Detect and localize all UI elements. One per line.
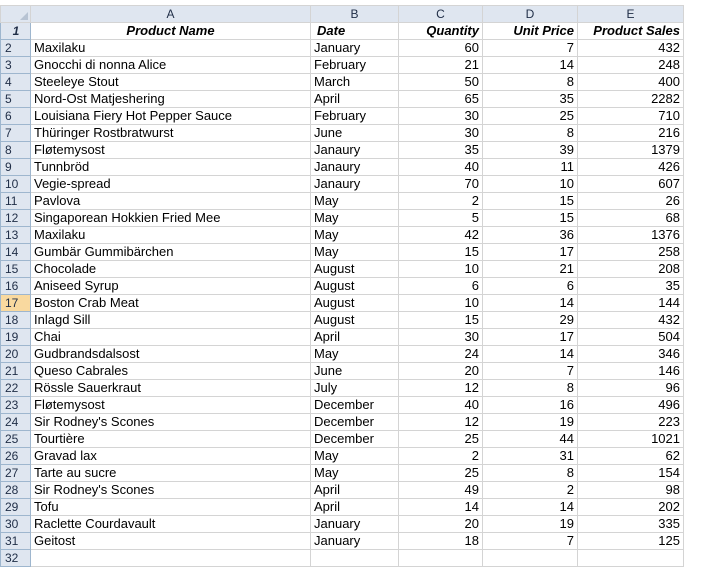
cell-date[interactable]: June [311,363,399,380]
cell-unit-price[interactable]: 17 [483,329,578,346]
row-header[interactable]: 5 [1,91,31,108]
cell-date[interactable]: December [311,414,399,431]
row-header[interactable]: 21 [1,363,31,380]
row-header[interactable]: 26 [1,448,31,465]
row-header[interactable]: 32 [1,550,31,567]
cell-product-name[interactable]: Geitost [31,533,311,550]
cell-quantity[interactable]: 10 [399,295,483,312]
cell-unit-price[interactable]: 19 [483,414,578,431]
empty-cell[interactable] [31,550,311,567]
cell-unit-price[interactable]: 25 [483,108,578,125]
table-row [1,74,684,91]
table-row [1,227,684,244]
cell-product-sales[interactable]: 248 [578,57,684,74]
cell-date[interactable]: Janaury [311,142,399,159]
cell-unit-price[interactable]: 31 [483,448,578,465]
cell-date[interactable]: March [311,74,399,91]
row-header[interactable]: 29 [1,499,31,516]
row-header[interactable]: 15 [1,261,31,278]
cell-product-sales[interactable]: 432 [578,40,684,57]
cell-product-sales[interactable]: 202 [578,499,684,516]
cell-date[interactable]: August [311,312,399,329]
cell-product-sales[interactable]: 496 [578,397,684,414]
header-product-sales[interactable]: Product Sales [578,23,684,40]
table-row [1,295,684,312]
row-header[interactable]: 30 [1,516,31,533]
cell-date[interactable]: April [311,329,399,346]
cell-product-sales[interactable]: 432 [578,312,684,329]
cell-product-sales[interactable]: 144 [578,295,684,312]
cell-date[interactable]: May [311,244,399,261]
cell-product-sales[interactable]: 335 [578,516,684,533]
cell-product-name[interactable]: Sir Rodney's Scones [31,482,311,499]
cell-unit-price[interactable]: 14 [483,499,578,516]
cell-product-sales[interactable]: 96 [578,380,684,397]
cell-product-sales[interactable]: 504 [578,329,684,346]
cell-quantity[interactable]: 5 [399,210,483,227]
row-header[interactable]: 19 [1,329,31,346]
cell-date[interactable]: May [311,193,399,210]
row-header[interactable]: 16 [1,278,31,295]
cell-unit-price[interactable]: 11 [483,159,578,176]
row-header[interactable]: 17 [1,295,31,312]
column-header-d[interactable]: D [483,6,578,23]
row-header[interactable]: 10 [1,176,31,193]
cell-unit-price[interactable]: 10 [483,176,578,193]
cell-product-sales[interactable]: 1376 [578,227,684,244]
cell-unit-price[interactable]: 8 [483,380,578,397]
cell-product-name[interactable]: Queso Cabrales [31,363,311,380]
cell-product-name[interactable]: Pavlova [31,193,311,210]
cell-product-sales[interactable]: 710 [578,108,684,125]
table-row [1,193,684,210]
cell-unit-price[interactable]: 44 [483,431,578,448]
cell-unit-price[interactable]: 2 [483,482,578,499]
table-row [1,329,684,346]
cell-date[interactable]: May [311,210,399,227]
column-header-row [1,6,684,23]
cell-product-sales[interactable]: 426 [578,159,684,176]
empty-cell[interactable] [311,550,399,567]
cell-quantity[interactable]: 49 [399,482,483,499]
cell-date[interactable]: August [311,261,399,278]
cell-product-name[interactable]: Aniseed Syrup [31,278,311,295]
table-row [1,108,684,125]
row-header[interactable]: 24 [1,414,31,431]
cell-product-sales[interactable]: 146 [578,363,684,380]
table-row [1,465,684,482]
cell-unit-price[interactable]: 8 [483,465,578,482]
cell-product-name[interactable]: Fløtemysost [31,142,311,159]
cell-product-name[interactable]: Gumbär Gummibärchen [31,244,311,261]
cell-product-name[interactable]: Gudbrandsdalsost [31,346,311,363]
header-quantity[interactable]: Quantity [399,23,483,40]
cell-date[interactable]: August [311,295,399,312]
cell-date[interactable]: May [311,465,399,482]
table-row [1,516,684,533]
cell-product-sales[interactable]: 62 [578,448,684,465]
row-header[interactable]: 14 [1,244,31,261]
cell-unit-price[interactable]: 36 [483,227,578,244]
cell-product-sales[interactable]: 400 [578,74,684,91]
row-header[interactable]: 22 [1,380,31,397]
cell-product-name[interactable]: Louisiana Fiery Hot Pepper Sauce [31,108,311,125]
table-row [1,278,684,295]
cell-product-name[interactable]: Gravad lax [31,448,311,465]
cell-product-name[interactable]: Tunnbröd [31,159,311,176]
cell-date[interactable]: April [311,482,399,499]
cell-date[interactable]: May [311,448,399,465]
table-row [1,312,684,329]
cell-unit-price[interactable]: 6 [483,278,578,295]
table-row [1,159,684,176]
cell-unit-price[interactable]: 17 [483,244,578,261]
cell-quantity[interactable]: 6 [399,278,483,295]
cell-quantity[interactable]: 20 [399,516,483,533]
cell-quantity[interactable]: 42 [399,227,483,244]
cell-quantity[interactable]: 2 [399,448,483,465]
row-header[interactable]: 20 [1,346,31,363]
cell-product-name[interactable]: Maxilaku [31,40,311,57]
table-row [1,210,684,227]
cell-date[interactable]: June [311,125,399,142]
cell-product-name[interactable]: Gnocchi di nonna Alice [31,57,311,74]
table-row [1,397,684,414]
cell-date[interactable]: December [311,397,399,414]
cell-product-name[interactable]: Inlagd Sill [31,312,311,329]
cell-product-name[interactable]: Chai [31,329,311,346]
cell-product-sales[interactable]: 607 [578,176,684,193]
cell-quantity[interactable]: 35 [399,142,483,159]
cell-product-sales[interactable]: 223 [578,414,684,431]
cell-quantity[interactable]: 25 [399,465,483,482]
cell-quantity[interactable]: 50 [399,74,483,91]
row-header[interactable]: 13 [1,227,31,244]
cell-product-name[interactable]: Sir Rodney's Scones [31,414,311,431]
row-header[interactable]: 9 [1,159,31,176]
cell-unit-price[interactable]: 21 [483,261,578,278]
cell-product-name[interactable]: Thüringer Rostbratwurst [31,125,311,142]
empty-cell[interactable] [578,550,684,567]
cell-unit-price[interactable]: 29 [483,312,578,329]
table-row [1,261,684,278]
cell-date[interactable]: January [311,516,399,533]
cell-date[interactable]: April [311,499,399,516]
cell-date[interactable]: May [311,227,399,244]
cell-quantity[interactable]: 15 [399,244,483,261]
cell-quantity[interactable]: 10 [399,261,483,278]
cell-quantity[interactable]: 12 [399,414,483,431]
cell-quantity[interactable]: 14 [399,499,483,516]
cell-product-sales[interactable]: 208 [578,261,684,278]
cell-product-sales[interactable]: 154 [578,465,684,482]
table-row [1,125,684,142]
cell-date[interactable]: December [311,431,399,448]
row-header[interactable]: 3 [1,57,31,74]
cell-quantity[interactable]: 60 [399,40,483,57]
cell-unit-price[interactable]: 19 [483,516,578,533]
cell-quantity[interactable]: 25 [399,431,483,448]
row-header[interactable]: 25 [1,431,31,448]
cell-date[interactable]: April [311,91,399,108]
row-header[interactable]: 4 [1,74,31,91]
spreadsheet-grid [0,5,684,567]
table-row [1,499,684,516]
column-header-a[interactable]: A [31,6,311,23]
cell-quantity[interactable]: 70 [399,176,483,193]
row-header[interactable]: 7 [1,125,31,142]
cell-unit-price[interactable]: 39 [483,142,578,159]
cell-product-name[interactable]: Tourtière [31,431,311,448]
cell-unit-price[interactable]: 7 [483,40,578,57]
table-row [1,414,684,431]
cell-unit-price[interactable]: 7 [483,533,578,550]
cell-product-name[interactable]: Singaporean Hokkien Fried Mee [31,210,311,227]
column-header-b[interactable]: B [311,6,399,23]
cell-unit-price[interactable]: 14 [483,57,578,74]
cell-product-sales[interactable]: 35 [578,278,684,295]
cell-product-sales[interactable]: 346 [578,346,684,363]
select-all-corner[interactable] [1,6,31,23]
row-header[interactable]: 18 [1,312,31,329]
table-row [1,482,684,499]
header-product-name[interactable]: Product Name [31,23,311,40]
cell-quantity[interactable]: 40 [399,159,483,176]
row-header[interactable]: 12 [1,210,31,227]
header-unit-price[interactable]: Unit Price [483,23,578,40]
row-header[interactable]: 2 [1,40,31,57]
cell-date[interactable]: Janaury [311,159,399,176]
cell-quantity[interactable]: 2 [399,193,483,210]
cell-product-name[interactable]: Vegie-spread [31,176,311,193]
cell-product-name[interactable]: Rössle Sauerkraut [31,380,311,397]
row-header[interactable]: 1 [1,23,31,40]
cell-quantity[interactable]: 24 [399,346,483,363]
table-row [1,533,684,550]
cell-quantity[interactable]: 30 [399,108,483,125]
cell-date[interactable]: January [311,40,399,57]
cell-quantity[interactable]: 20 [399,363,483,380]
table-row [1,176,684,193]
table-row [1,57,684,74]
table-row [1,346,684,363]
cell-product-name[interactable]: Raclette Courdavault [31,516,311,533]
cell-unit-price[interactable]: 15 [483,210,578,227]
cell-product-sales[interactable]: 2282 [578,91,684,108]
cell-date[interactable]: August [311,278,399,295]
row-header[interactable]: 23 [1,397,31,414]
row-header[interactable]: 11 [1,193,31,210]
cell-quantity[interactable]: 30 [399,329,483,346]
select-all-triangle-icon [20,12,28,20]
cell-unit-price[interactable]: 14 [483,346,578,363]
row-header[interactable]: 28 [1,482,31,499]
header-date[interactable]: Date [311,23,399,40]
cell-product-name[interactable]: Maxilaku [31,227,311,244]
cell-unit-price[interactable]: 15 [483,193,578,210]
cell-product-sales[interactable]: 1379 [578,142,684,159]
empty-cell[interactable] [399,550,483,567]
cell-unit-price[interactable]: 7 [483,363,578,380]
cell-date[interactable]: July [311,380,399,397]
cell-product-name[interactable]: Nord-Ost Matjeshering [31,91,311,108]
table-row [1,363,684,380]
row-header[interactable]: 8 [1,142,31,159]
table-row [1,40,684,57]
cell-product-name[interactable]: Fløtemysost [31,397,311,414]
cell-product-sales[interactable]: 125 [578,533,684,550]
table-row [1,431,684,448]
cell-product-sales[interactable]: 1021 [578,431,684,448]
cell-product-sales[interactable]: 26 [578,193,684,210]
cell-date[interactable]: February [311,57,399,74]
cell-date[interactable]: Janaury [311,176,399,193]
row-header[interactable]: 27 [1,465,31,482]
cell-product-name[interactable]: Chocolade [31,261,311,278]
row-header[interactable]: 6 [1,108,31,125]
cell-product-name[interactable]: Tarte au sucre [31,465,311,482]
cell-quantity[interactable]: 21 [399,57,483,74]
cell-date[interactable]: May [311,346,399,363]
cell-quantity[interactable]: 30 [399,125,483,142]
column-header-c[interactable]: C [399,6,483,23]
row-header[interactable]: 31 [1,533,31,550]
cell-quantity[interactable]: 18 [399,533,483,550]
empty-row [1,550,684,567]
cell-date[interactable]: January [311,533,399,550]
cell-unit-price[interactable]: 35 [483,91,578,108]
table-row [1,380,684,397]
empty-cell[interactable] [483,550,578,567]
table-row [1,448,684,465]
cell-date[interactable]: February [311,108,399,125]
cell-product-name[interactable]: Boston Crab Meat [31,295,311,312]
cell-quantity[interactable]: 12 [399,380,483,397]
cell-product-sales[interactable]: 216 [578,125,684,142]
cell-product-name[interactable]: Tofu [31,499,311,516]
cell-product-sales[interactable]: 258 [578,244,684,261]
table-row [1,91,684,108]
cell-unit-price[interactable]: 16 [483,397,578,414]
table-row [1,142,684,159]
cell-unit-price[interactable]: 8 [483,74,578,91]
cell-product-name[interactable]: Steeleye Stout [31,74,311,91]
cell-product-sales[interactable]: 98 [578,482,684,499]
table-header-row [1,23,684,40]
cell-quantity[interactable]: 65 [399,91,483,108]
table-row [1,244,684,261]
cell-quantity[interactable]: 40 [399,397,483,414]
cell-unit-price[interactable]: 14 [483,295,578,312]
cell-product-sales[interactable]: 68 [578,210,684,227]
cell-unit-price[interactable]: 8 [483,125,578,142]
cell-quantity[interactable]: 15 [399,312,483,329]
column-header-e[interactable]: E [578,6,684,23]
